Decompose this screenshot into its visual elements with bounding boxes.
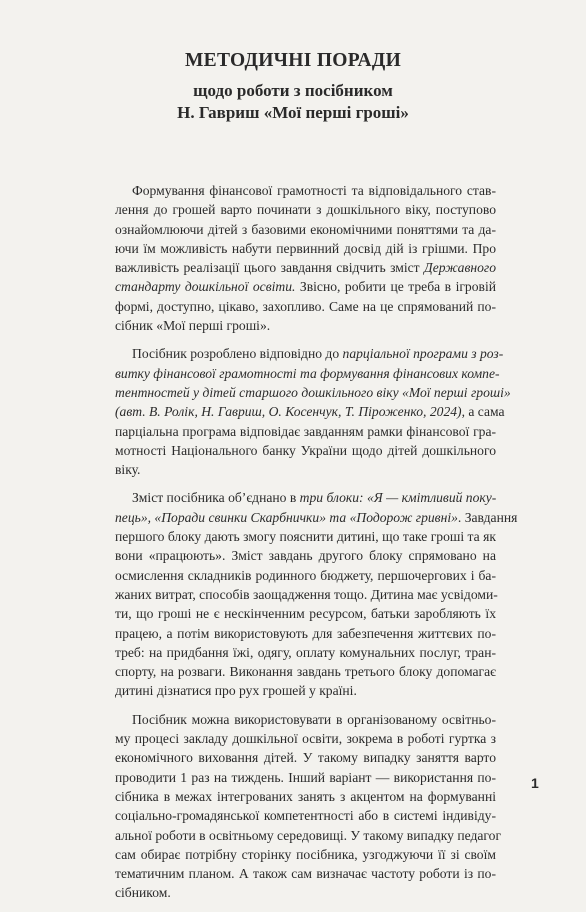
text-line — [115, 883, 496, 902]
text-line — [115, 297, 496, 316]
text-run: треб: на придбання їжі, одягу, оплату комунальних послуг, тран- — [115, 644, 496, 660]
paragraph — [115, 488, 518, 700]
italic-text: витку фінансової грамотності та формування фінансових компе- — [115, 365, 500, 381]
text-line — [115, 402, 505, 421]
text-line — [115, 643, 496, 662]
text-run: жаних витрат, способів заощадження тощо. Дитина має усвідоми- — [115, 586, 498, 602]
text-line — [115, 864, 496, 883]
italic-text: пець», «Поради свинки Скарбнички» та «Подорож гривні» — [115, 509, 458, 525]
text-run: працею, а потім використовують для забезпечення життєвих по- — [115, 625, 496, 641]
text-run: важливість реалізації цього завдання свідчить зміст — [115, 260, 425, 276]
text-line — [115, 239, 496, 258]
text-run: тематичним планом. А також сам визначає частоту роботи із по- — [115, 866, 496, 882]
page-number: 1 — [531, 775, 539, 791]
text-line — [115, 729, 496, 748]
text-run: проводити 1 раз на тиждень. Інший варіант — використання по- — [115, 769, 496, 785]
page-subtitle-line-1: щодо роботи з посібником — [193, 81, 393, 100]
text-line — [115, 624, 496, 643]
text-line — [115, 508, 518, 527]
text-line — [115, 826, 502, 845]
text-line — [115, 200, 496, 219]
text-line — [115, 422, 496, 441]
text-run: віку. — [115, 462, 141, 478]
paragraph — [115, 710, 502, 903]
text-run: парціальна програма відповідає завданням рамки фінансової гра- — [115, 423, 496, 439]
text-line — [115, 258, 496, 277]
text-run: дитині дізнатися про рух грошей у країні. — [115, 683, 357, 699]
text-run: Формування фінансової грамотності та відповідального став- — [132, 183, 496, 198]
text-run: формі, доступно, цікаво, захопливо. Саме на це спрямований по- — [115, 298, 496, 314]
text-line — [115, 681, 496, 700]
text-run: ючи їм можливість набути первинний досвід дій із грішми. Про — [115, 240, 496, 256]
text-run: лення до грошей варто починати з дошкільного віку, поступово — [115, 202, 496, 218]
text-run: економічного виховання дітей. У такому випадку заняття варто — [115, 750, 496, 766]
text-line — [115, 527, 496, 546]
text-line — [115, 604, 496, 623]
italic-text: три блоки: «Я — кмітливий поку- — [299, 490, 497, 506]
italic-text: (авт. В. Ролік, Н. Гавриш, О. Косенчук, Т. Піроженко, 2024) — [115, 404, 462, 420]
text-run: соціально-громадянської компетентності або в системі індивіду- — [115, 808, 496, 824]
text-run: сібника в межах інтегрованих занять з акцентом на формуванні — [115, 788, 496, 804]
text-line — [115, 441, 496, 460]
text-run: Звісно, робити це треба в ігровій — [295, 279, 496, 295]
page-title: МЕТОДИЧНІ ПОРАДИ — [184, 50, 402, 71]
text-run: першого блоку дають змогу пояснити дитині, що таке гроші та як — [115, 529, 496, 545]
text-run: альної роботи в освітньому середовищі. У такому випадку педагог — [115, 827, 502, 843]
text-run: сам обирає потрібну сторінку посібника, узгоджуючи її зі своїм — [115, 846, 496, 862]
paragraph — [115, 344, 511, 479]
text-line — [115, 488, 496, 507]
text-run: сібником. — [115, 885, 171, 901]
text-line — [115, 460, 496, 479]
text-line — [115, 768, 496, 787]
text-run: вони «працюють». Зміст завдань другого блоку спрямовано на — [115, 548, 496, 564]
body-text — [115, 181, 518, 912]
text-run: мотності Національного банку України щодо дітей дошкільного — [115, 442, 496, 458]
paragraph — [115, 181, 496, 335]
text-line — [115, 566, 496, 585]
text-line — [115, 181, 496, 200]
text-line — [115, 806, 496, 825]
text-line — [115, 585, 496, 604]
italic-text: тентностей у дітей старшого дошкільного віку «Мої перші гроші» — [115, 384, 511, 400]
text-line — [115, 344, 504, 363]
text-line — [115, 220, 496, 239]
page-subtitle-line-2: Н. Гавриш «Мої перші гроші» — [177, 103, 409, 122]
text-run: ти, що гроші не є нескінченним ресурсом, батьки заробляють їх — [115, 606, 496, 622]
text-line — [115, 277, 496, 296]
italic-text: стандарту дошкільної освіти. — [115, 279, 296, 295]
text-line — [115, 546, 496, 565]
text-line — [115, 845, 496, 864]
text-run: , а сама — [461, 404, 505, 420]
text-run: Зміст посібника об’єднано в — [132, 490, 300, 506]
italic-text: парціальної програми з роз- — [342, 346, 504, 362]
text-run: сібник «Мої перші гроші». — [115, 318, 271, 334]
text-line — [115, 662, 496, 681]
text-run: осмислення складників родинного бюджету, першочергових і ба- — [115, 567, 496, 583]
text-line — [115, 710, 496, 729]
text-run: Посібник розроблено відповідно до — [132, 346, 343, 362]
text-line — [115, 383, 511, 402]
text-run: спорту, на розваги. Виконання завдань третього блоку допомагає — [115, 664, 496, 680]
text-run: ознайомлюючи дітей з базовими економічними поняттями та да- — [115, 221, 496, 237]
text-line — [115, 748, 496, 767]
text-line — [115, 364, 500, 383]
text-line — [115, 316, 496, 335]
text-line — [115, 787, 496, 806]
text-run: Посібник можна використовувати в організованому освітньо- — [132, 711, 496, 727]
italic-text: Державного — [424, 260, 496, 276]
text-run: му процесі закладу дошкільної освіти, зокрема в роботі гуртка з — [115, 731, 496, 747]
text-run: . Завдання — [457, 509, 518, 525]
